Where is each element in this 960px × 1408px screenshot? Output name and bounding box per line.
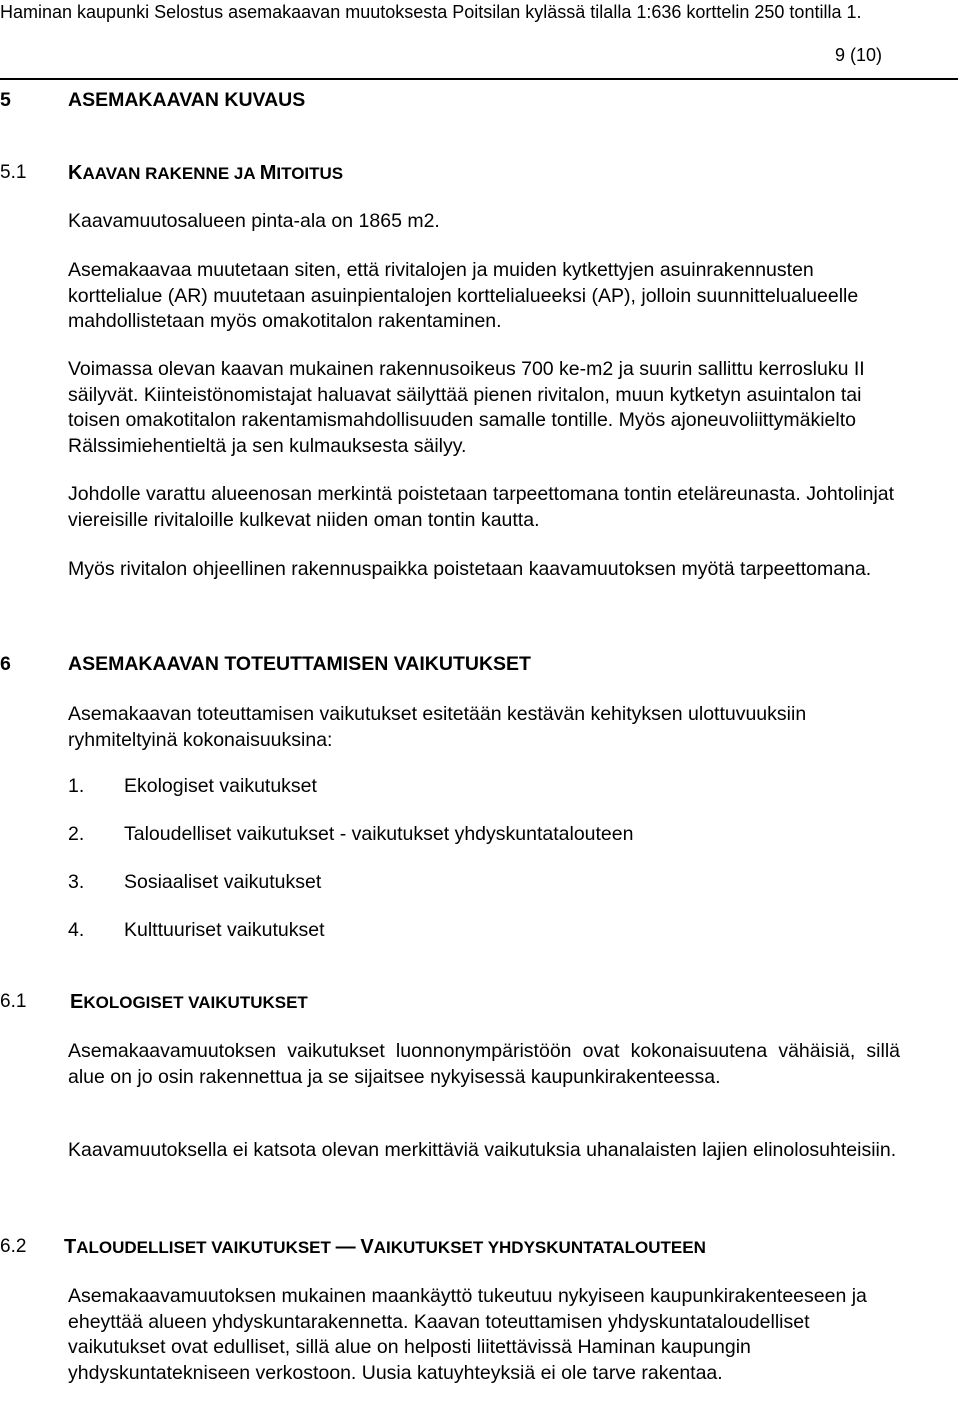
list-item: 4. Kulttuuriset vaikutukset	[68, 919, 325, 941]
list-item: 2. Taloudelliset vaikutukset - vaikutukset yhdyskuntatalouteen	[68, 823, 634, 845]
paragraph-ecological-impacts: Asemakaavamuutoksen vaikutukset luonnonympäristöön ovat kokonaisuutena vähäisiä, sillä alue on jo osin rakennettua ja se sijaitsee nykyisessä kaupunkirakenteessa.	[68, 1040, 900, 1088]
paragraph-economic-impacts: Asemakaavamuutoksen mukainen maankäyttö tukeutuu nykyiseen kaupunkirakenteeseen ja eheyttää alueen yhdyskuntarakennetta. Kaavan toteuttamisen yhdyskuntataloudelliset vaikutukset ovat edulliset, sillä alue on helposti liitettävissä Haminan kaupungin yhdyskuntatekniseen verkostoon. Uusia katuyhteyksiä ei ole tarve rakentaa.	[68, 1285, 867, 1384]
list-item: 3. Sosiaaliset vaikutukset	[68, 871, 322, 893]
section-6-title: ASEMAKAAVAN TOTEUTTAMISEN VAIKUTUKSET	[68, 653, 531, 675]
paragraph-impacts-intro: Asemakaavan toteuttamisen vaikutukset esitetään kestävän kehityksen ulottuvuuksiin ryhmiteltyinä kokonaisuuksina:	[68, 703, 807, 751]
section-6-2-number: 6.2	[0, 1236, 27, 1257]
paragraph-area: Kaavamuutosalueen pinta-ala on 1865 m2.	[68, 210, 440, 232]
list-item: 1. Ekologiset vaikutukset	[68, 775, 317, 797]
header-rule	[0, 78, 958, 80]
paragraph-endangered-species: Kaavamuutoksella ei katsota olevan merkittäviä vaikutuksia uhanalaisten lajien elinolosuhteisiin.	[68, 1139, 897, 1161]
section-6-number: 6	[0, 653, 11, 675]
paragraph-utility-line: Johdolle varattu alueenosan merkintä poistetaan tarpeettomana tontin eteläreunasta. Johtolinjat viereisille rivitaloille kulkevat niiden oman tontin kautta.	[68, 483, 895, 531]
section-6-1-title: EKOLOGISET VAIKUTUKSET	[70, 991, 308, 1013]
section-5-1-title: KAAVAN RAKENNE JA MITOITUS	[68, 162, 344, 184]
section-5-title: ASEMAKAAVAN KUVAUS	[68, 89, 306, 111]
paragraph-building-site: Myös rivitalon ohjeellinen rakennuspaikka poistetaan kaavamuutoksen myötä tarpeettomana.	[68, 558, 872, 580]
section-5-1-number: 5.1	[0, 162, 27, 183]
paragraph-building-rights: Voimassa olevan kaavan mukainen rakennusoikeus 700 ke-m2 ja suurin sallittu kerrosluku II säilyvät. Kiinteistönomistajat haluavat säilyttää pienen rivitalon, muun kytketyn asuintalon tai toisen omakotitalon rakentamismahdollisuuden samalle tontille. Myös ajoneuvoliittymäkielto Rälssimiehentieltä ja sen kulmauksesta säilyy.	[68, 358, 865, 457]
paragraph-zoning-change: Asemakaavaa muutetaan siten, että rivitalojen ja muiden kytkettyjen asuinrakennusten korttelialue (AR) muutetaan asuinpientalojen korttelialueeksi (AP), jolloin suunnittelualueelle mahdollistetaan myös omakotitalon rakentaminen.	[68, 259, 859, 332]
section-6-1-number: 6.1	[0, 991, 27, 1012]
section-6-2-title: TALOUDELLISET VAIKUTUKSET — VAIKUTUKSET YHDYSKUNTATALOUTEEN	[64, 1236, 706, 1258]
page-number: 9 (10)	[834, 45, 882, 65]
section-5-number: 5	[0, 89, 11, 111]
running-header: Haminan kaupunki Selostus asemakaavan muutoksesta Poitsilan kylässä tilalla 1:636 korttelin 250 tontilla 1.	[0, 2, 862, 22]
